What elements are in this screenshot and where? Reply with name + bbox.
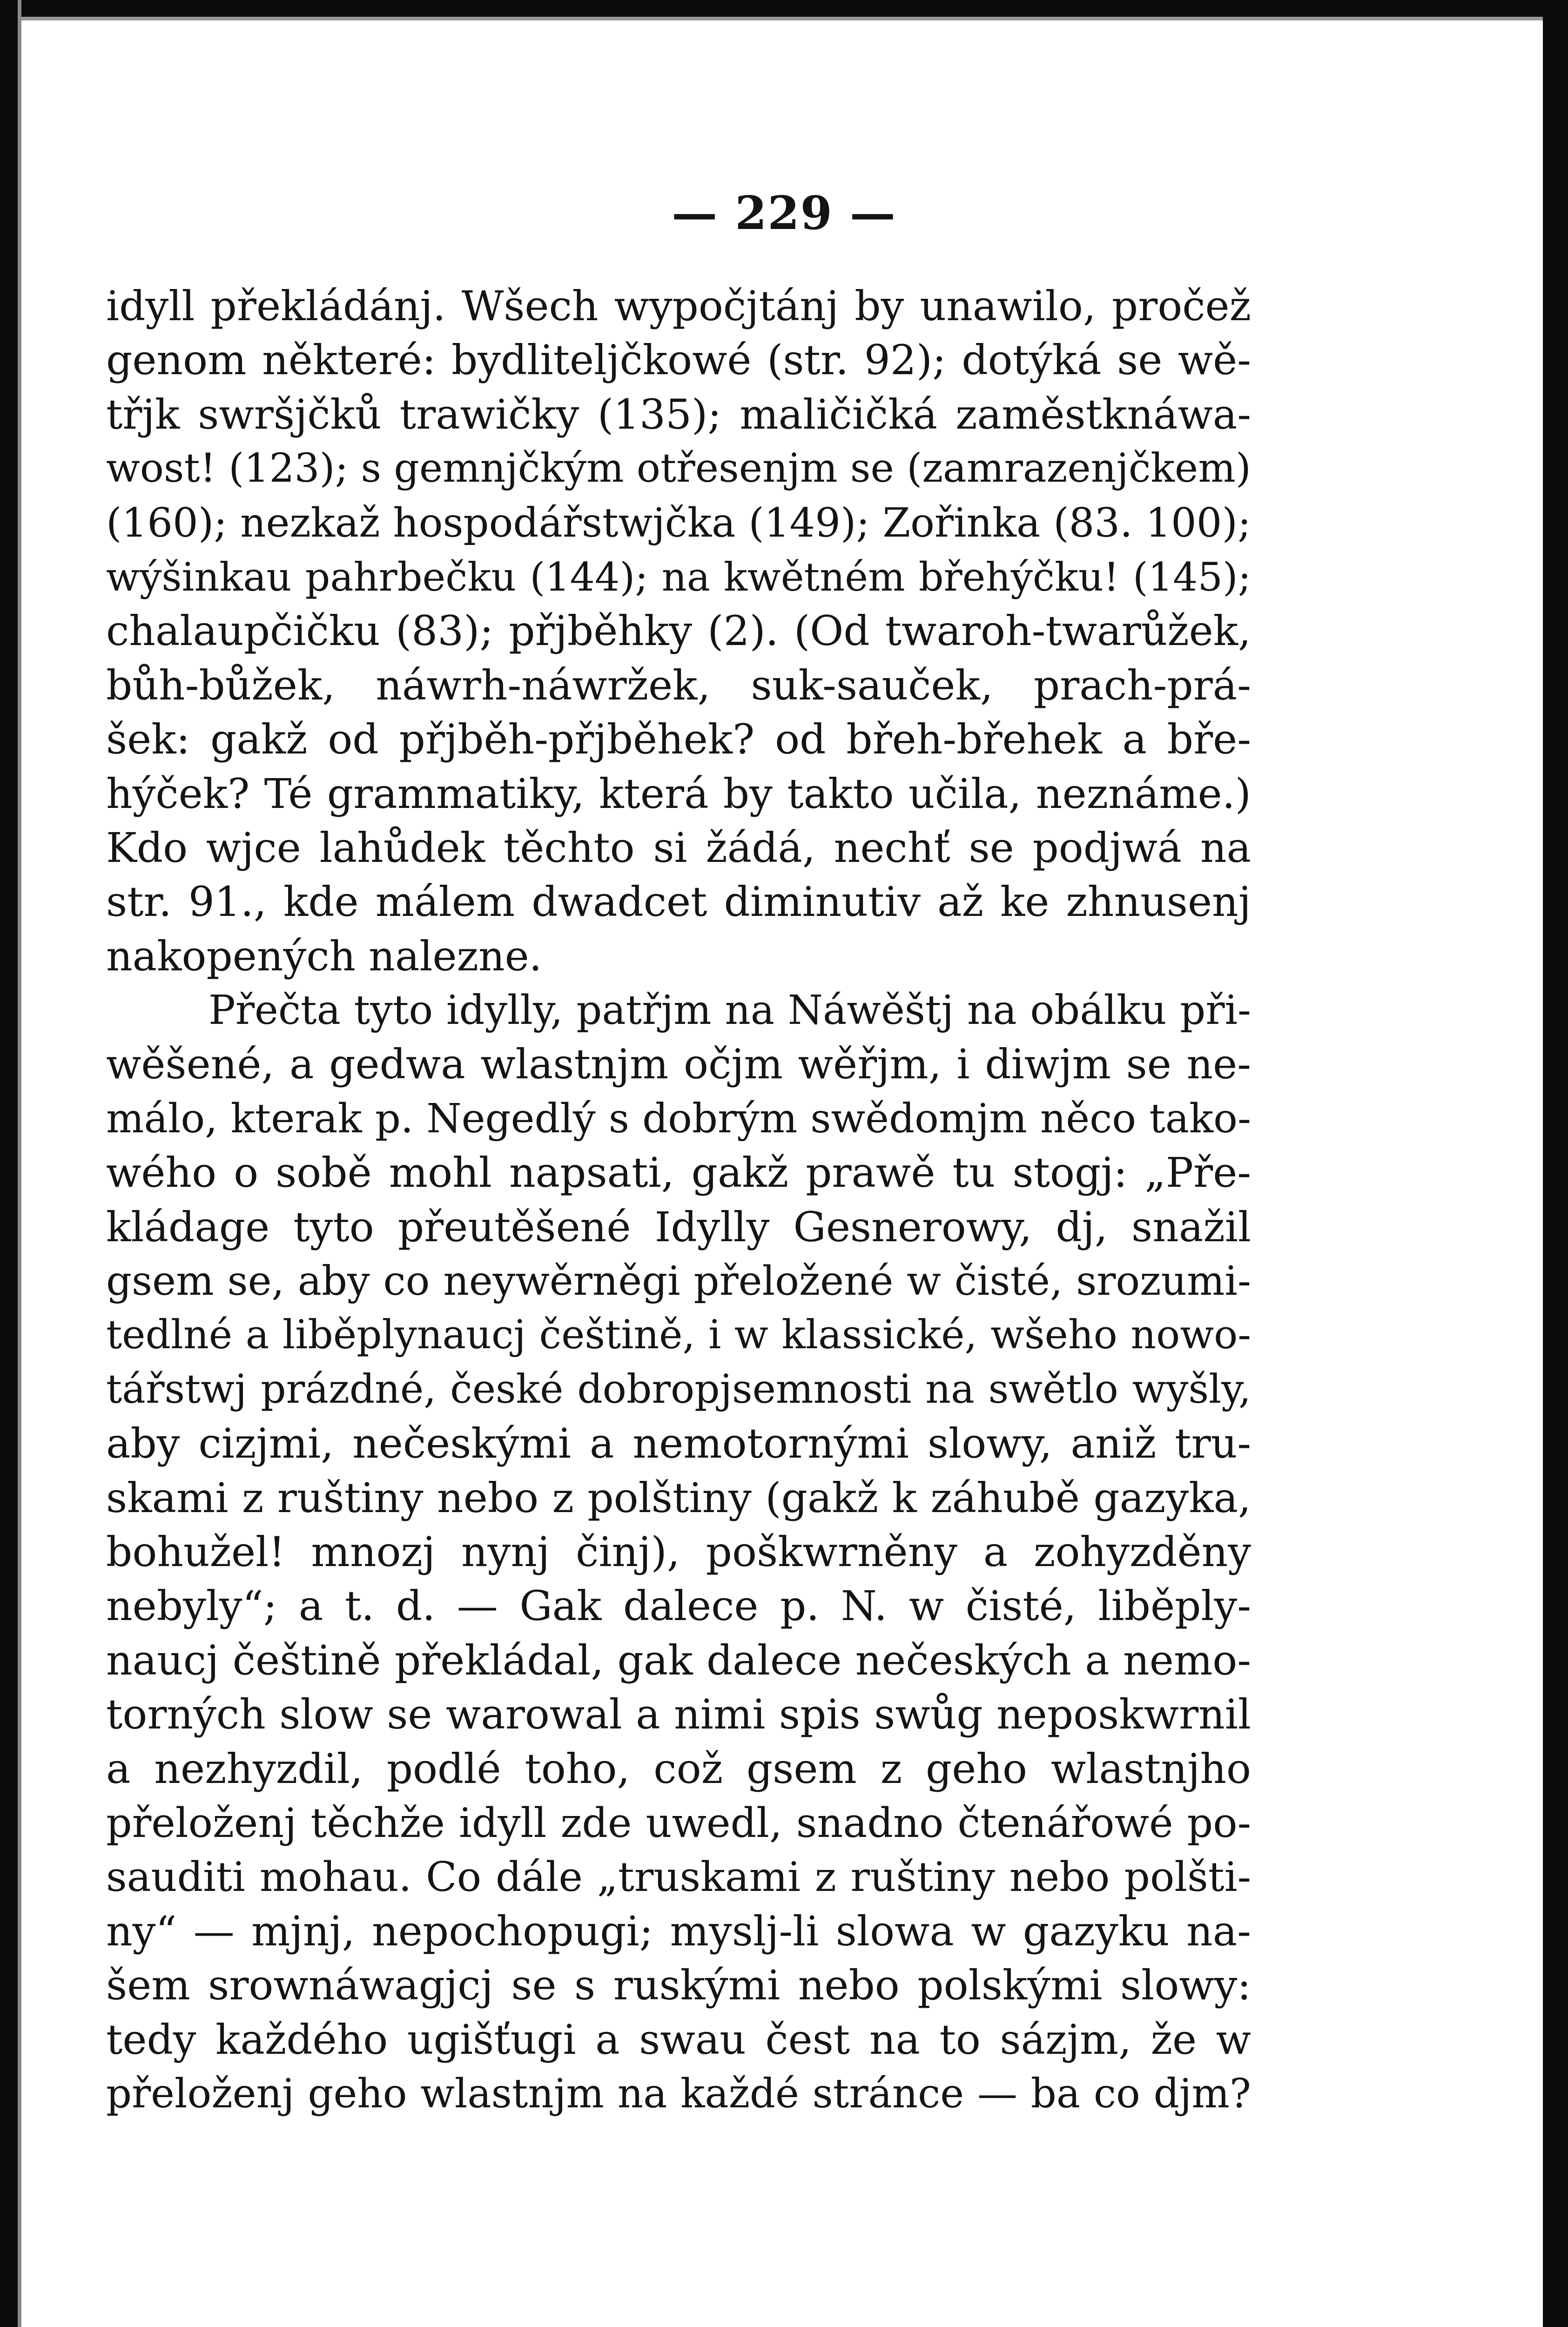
text-line: genom některé: bydliteljčkowé (str. 92); dotýká se wě- (106, 336, 1251, 384)
text-line: wýšinkau pahrbečku (144); na kwětném břehýčku! (145); (106, 554, 1251, 600)
text-line: bohužel! mnozj nynj činj), poškwrněny a zohyzděny (106, 1527, 1251, 1576)
text-line: tářstwj prázdné, české dobropjsemnosti na swětlo wyšly, (106, 1366, 1251, 1412)
text-line: nebyly“; a t. d. — Gak dalece p. N. w čisté, liběply- (106, 1582, 1251, 1630)
text-line: skami z ruštiny nebo z polštiny (gakž k záhubě gazyka, (106, 1473, 1251, 1522)
text-line: idyll překládánj. Wšech wypočjtánj by unawilo, pročež (106, 282, 1251, 330)
paragraph-start-line: Přečta tyto idylly, patřjm na Náwěštj na obálku při- (209, 987, 1251, 1034)
text-line: torných slow se warowal a nimi spis swůg neposkwrnil (106, 1690, 1251, 1739)
text-line: bůh-bůžek, náwrh-náwržek, suk-sauček, prach-prá- (106, 661, 1251, 709)
text-line: ny“ — mjnj, nepochopugi; myslj-li slowa w gazyku na- (106, 1907, 1251, 1955)
text-line: hýček? Té grammatiky, která by takto učila, neznáme.) (106, 769, 1251, 818)
text-line: sauditi mohau. Co dále „truskami z ruštiny nebo polšti- (106, 1853, 1251, 1901)
text-line: Kdo wjce lahůdek těchto si žádá, nechť se podjwá na (106, 823, 1251, 872)
text-line: gsem se, aby co neywěrněgi přeložené w čisté, srozumi- (106, 1258, 1251, 1305)
scan-edge-left-shadow (18, 0, 21, 2327)
scan-edge-right (1543, 0, 1568, 2327)
text-line: kládage tyto přeutěšené Idylly Gesnerowy, dj, snažil (106, 1203, 1251, 1251)
text-line: str. 91., kde málem dwadcet diminutiv až ke zhnusenj (106, 878, 1251, 926)
paragraph-end-line: nakopených nalezne. (106, 932, 542, 980)
text-line: aby cizjmi, nečeskými a nemotornými slowy, aniž tru- (106, 1419, 1251, 1468)
text-line: přeloženj těchže idyll zde uwedl, snadno čtenářowé po- (106, 1799, 1251, 1847)
text-line: chalaupčičku (83); přjběhky (2). (Od twaroh-twarůžek, (106, 607, 1251, 655)
text-line: wěšené, a gedwa wlastnjm očjm wěřjm, i diwjm se ne- (106, 1040, 1251, 1089)
text-line: tedlné a liběplynaucj češtině, i w klassické, wšeho nowo- (106, 1312, 1251, 1359)
text-line: šek: gakž od přjběh-přjběhek? od břeh-břehek a bře- (106, 715, 1251, 764)
text-line: tedy každého ugišťugi a swau čest na to sázjm, že w (106, 2015, 1251, 2064)
body-text (106, 279, 1251, 2121)
text-line: naucj češtině překládal, gak dalece nečeských a nemo- (106, 1636, 1251, 1684)
text-line: málo, kterak p. Negedlý s dobrým swědomjm něco tako- (106, 1095, 1251, 1142)
text-line: přeloženj geho wlastnjm na každé stránce — ba co djm? (106, 2070, 1251, 2117)
page-number: — 229 — (672, 187, 896, 240)
scan-edge-top-shadow (0, 17, 1568, 20)
text-line: wého o sobě mohl napsati, gakž prawě tu stogj: „Pře- (106, 1149, 1251, 1197)
text-line: (160); nezkaž hospodářstwjčka (149); Zořinka (83. 100); (106, 499, 1251, 546)
scan-edge-left (0, 0, 18, 2327)
text-line: třjk swršjčků trawičky (135); maličičká zaměstknáwa- (106, 390, 1251, 438)
text-line: šem srownáwagjcj se s ruskými nebo polskými slowy: (106, 1961, 1251, 2010)
text-line: a nezhyzdil, podlé toho, což gsem z geho wlastnjho (106, 1744, 1251, 1793)
scan-edge-top (0, 0, 1568, 17)
text-line: wost! (123); s gemnjčkým otřesenjm se (zamrazenjčkem) (106, 445, 1251, 492)
